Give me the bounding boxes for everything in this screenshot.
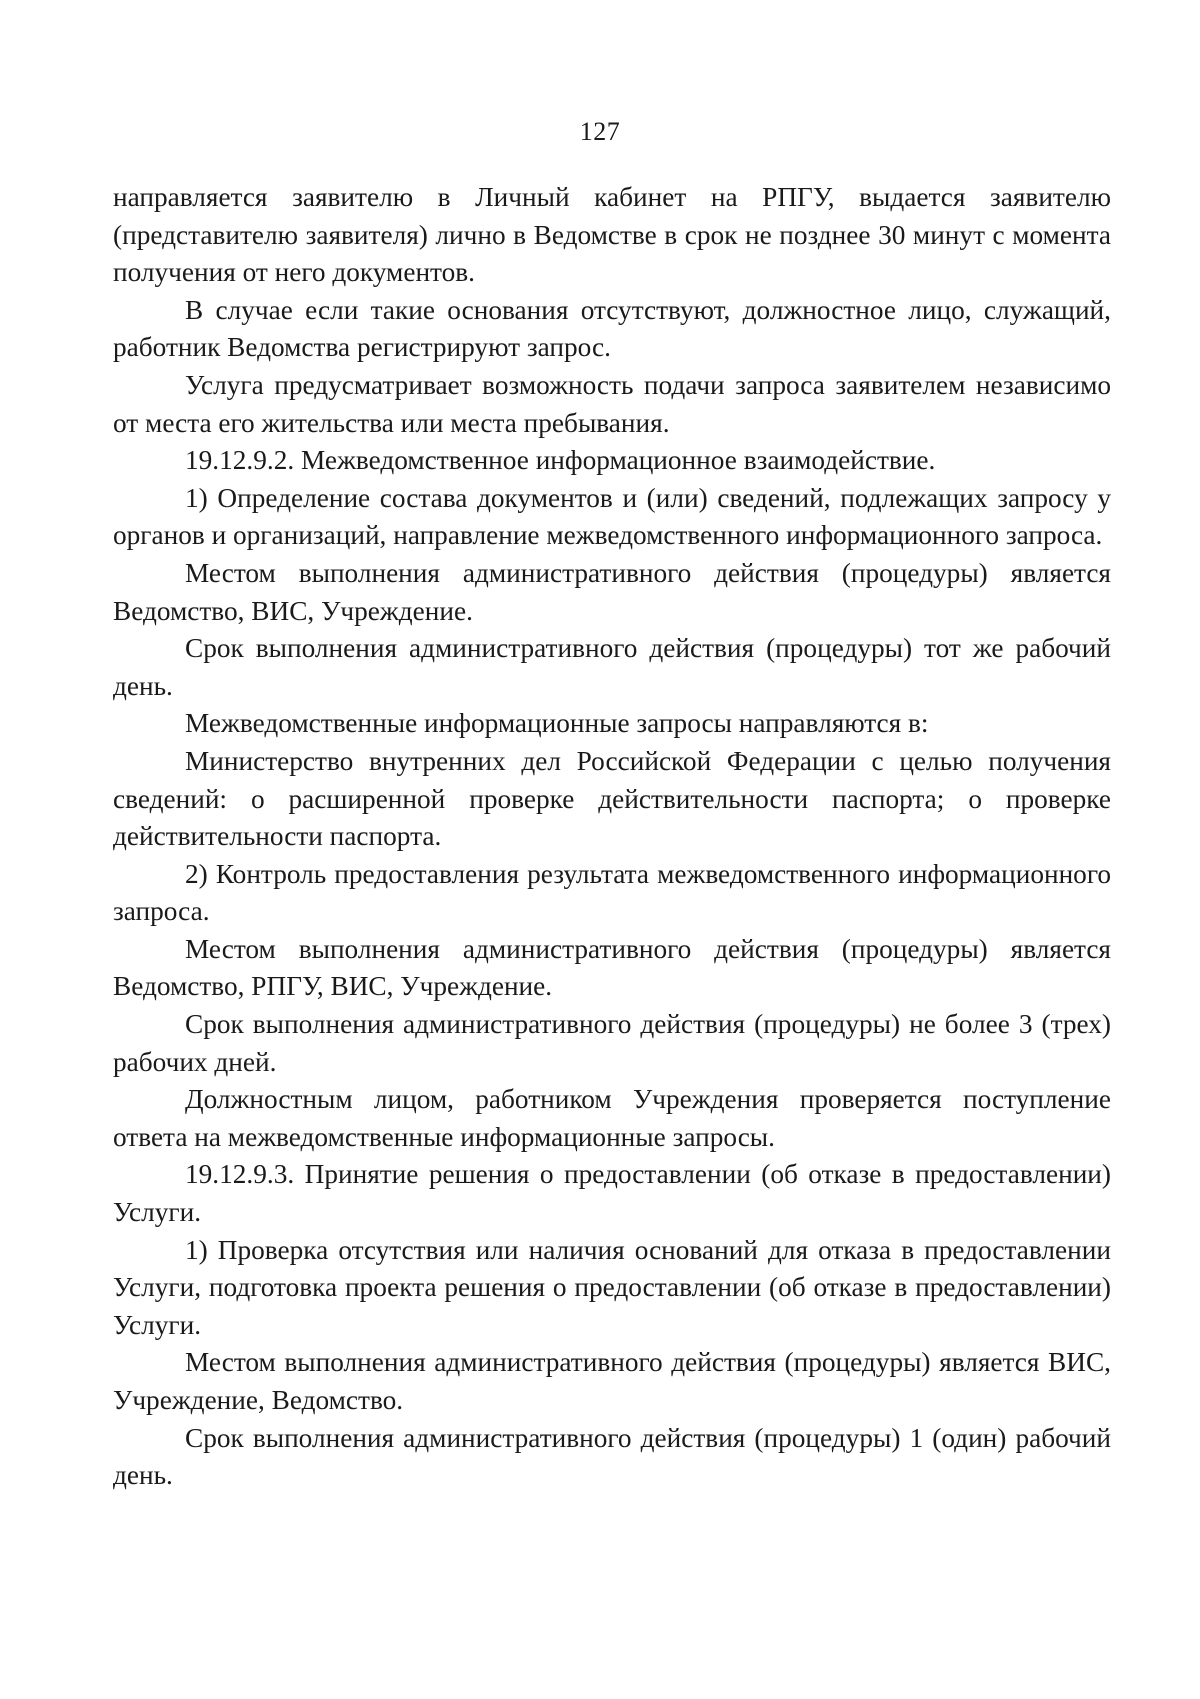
paragraph: Местом выполнения административного действия (процедуры) является Ведомство, РПГУ, ВИС, Учреждение. [113, 933, 1111, 1002]
paragraph: Местом выполнения административного действия (процедуры) является ВИС, Учреждение, Ведомство. [113, 1347, 1111, 1415]
paragraph: 1) Проверка отсутствия или наличия оснований для отказа в предоставлении Услуги, подготовка проекта решения о предоставлении (об отказе в предоставлении) Услуги. [113, 1234, 1111, 1340]
section-heading-19-12-9-3: 19.12.9.3. Принятие решения о предоставлении (об отказе в предоставлении) Услуги. [113, 1159, 1111, 1228]
paragraph: В случае если такие основания отсутствуют, должностное лицо, служащий, работник Ведомства регистрируют запрос. [113, 294, 1111, 363]
paragraph: Межведомственные информационные запросы направляются в: [185, 708, 929, 739]
paragraph: Местом выполнения административного действия (процедуры) является Ведомство, ВИС, Учреждение. [113, 557, 1111, 626]
paragraph: Срок выполнения административного действия (процедуры) тот же рабочий день. [113, 633, 1111, 701]
paragraph: Министерство внутренних дел Российской Федерации с целью получения сведений: о расширенной проверке действительности паспорта; о проверке действительности паспорта. [113, 745, 1111, 852]
paragraph-continuation: направляется заявителю в Личный кабинет на РПГУ, выдается заявителю (представителю заявителя) лично в Ведомстве в срок не позднее 30 минут с момента получения от него документов. [113, 182, 1111, 288]
section-heading-19-12-9-2: 19.12.9.2. Межведомственное информационное взаимодействие. [185, 445, 936, 476]
paragraph: Срок выполнения административного действия (процедуры) не более 3 (трех) рабочих дней. [113, 1009, 1111, 1077]
paragraph: 2) Контроль предоставления результата межведомственного информационного запроса. [113, 858, 1111, 927]
paragraph: Срок выполнения административного действия (процедуры) 1 (один) рабочий день. [113, 1422, 1111, 1491]
paragraph: Должностным лицом, работником Учреждения проверяется поступление ответа на межведомственные информационные запросы. [113, 1084, 1111, 1152]
paragraph: Услуга предусматривает возможность подачи запроса заявителем независимо от места его жительства или места пребывания. [113, 369, 1111, 438]
document-body [113, 179, 1111, 1495]
paragraph: 1) Определение состава документов и (или) сведений, подлежащих запросу у органов и организаций, направление межведомственного информационного запроса. [113, 482, 1111, 551]
page-number: 127 [579, 117, 621, 146]
